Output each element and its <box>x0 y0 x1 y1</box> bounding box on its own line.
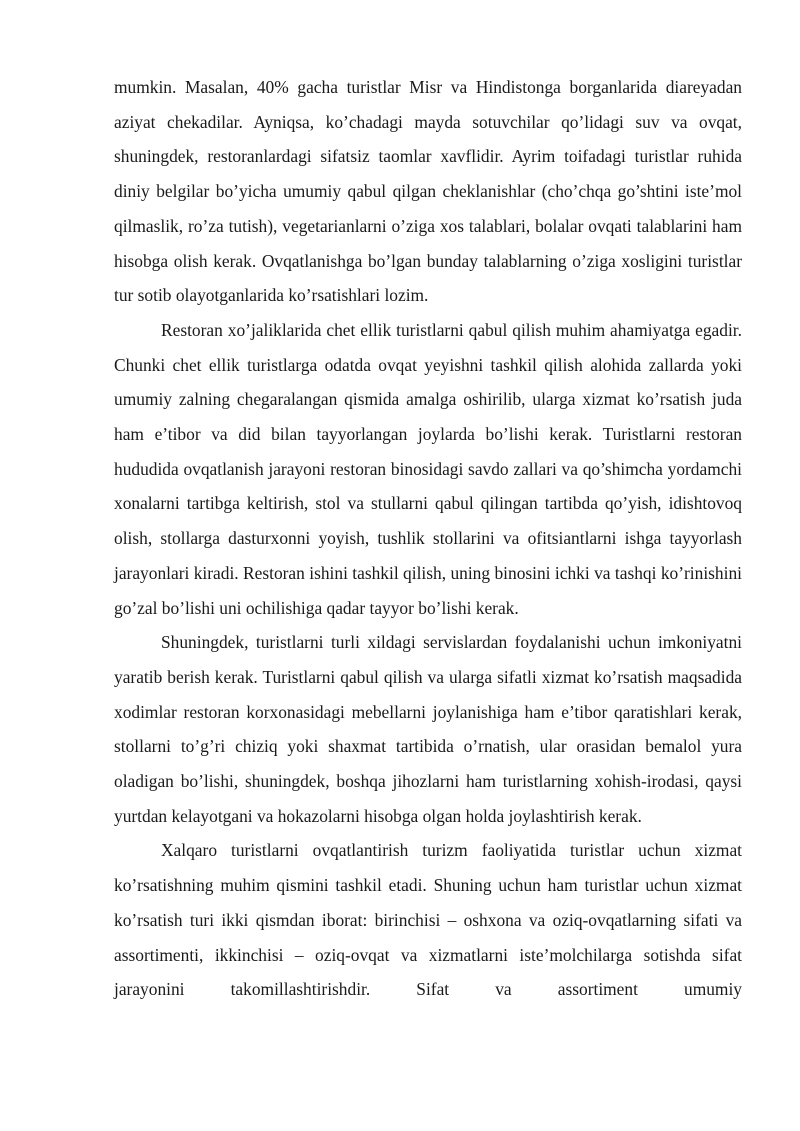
paragraph-continuation: mumkin. Masalan, 40% gacha turistlar Misr va Hindistonga borganlarida diareyadan aziyat chekadilar. Ayniqsa, ko’chadagi mayda sotuvchilar qo’lidagi suv va ovqat, shuningdek, restoranlardagi sifatsiz taomlar xavflidir. Ayrim toifadagi turistlar ruhida diniy belgilar bo’yicha umumiy qabul qilgan cheklanishlar (cho’chqa go’shtini iste’mol qilmaslik, ro’za tutish), vegetarianlarni o’ziga xos talablari, bolalar ovqati talablarini ham hisobga olish kerak. Ovqatlanishga bo’lgan bunday talablarning o’ziga xosligini turistlar tur sotib olayotganlarida ko’rsatishlari lozim. <box>114 77 742 306</box>
document-page <box>114 70 742 1007</box>
paragraph-international-catering: Xalqaro turistlarni ovqatlantirish turizm faoliyatida turistlar uchun xizmat ko’rsatishning muhim qismini tashkil etadi. Shuning uchun ham turistlar uchun xizmat ko’rsatish turi ikki qismdan iborat: birinchisi – oshxona va oziq-ovqatlarning sifati va assortimenti, ikkinchisi – oziq-ovqat va xizmatlarni iste’molchilarga sotishda sifat jarayonini takomillashtirishdir. Sifat va assortiment umumiy <box>114 840 742 1000</box>
paragraph-restaurant-reception: Restoran xo’jaliklarida chet ellik turistlarni qabul qilish muhim ahamiyatga egadir. Chunki chet ellik turistlarga odatda ovqat yeyishni tashkil qilish alohida zallarda yoki umumiy zalning chegaralangan qismida amalga oshirilib, ularga xizmat ko’rsatish juda ham e’tibor va did bilan tayyorlangan joylarda bo’lishi kerak. Turistlarni restoran hududida ovqatlanish jarayoni restoran binosidagi savdo zallari va qo’shimcha yordamchi xonalarni tartibga keltirish, stol va stullarni qabul qilingan tartibda qo’yish, idishtovoq olish, stollarga dasturxonni yoyish, tushlik stollarini va ofitsiantlarni ishga tayyorlash jarayonlari kiradi. Restoran ishini tashkil qilish, uning binosini ichki va tashqi ko’rinishini go’zal bo’lishi uni ochilishiga qadar tayyor bo’lishi kerak. <box>114 319 742 618</box>
paragraph-services: Shuningdek, turistlarni turli xildagi servislardan foydalanishi uchun imkoniyatni yaratib berish kerak. Turistlarni qabul qilish va ularga sifatli xizmat ko’rsatish maqsadida xodimlar restoran korxonasidagi mebellarni joylanishiga ham e’tibor qaratishlari kerak, stollarni to’g’ri chiziq yoki shaxmat tartibida o’rnatish, ular orasidan bemalol yura oladigan bo’lishi, shuningdek, boshqa jihozlarni ham turistlarning xohish-irodasi, qaysi yurtdan kelayotgani va hokazolarni hisobga olgan holda joylashtirish kerak. <box>114 632 742 826</box>
